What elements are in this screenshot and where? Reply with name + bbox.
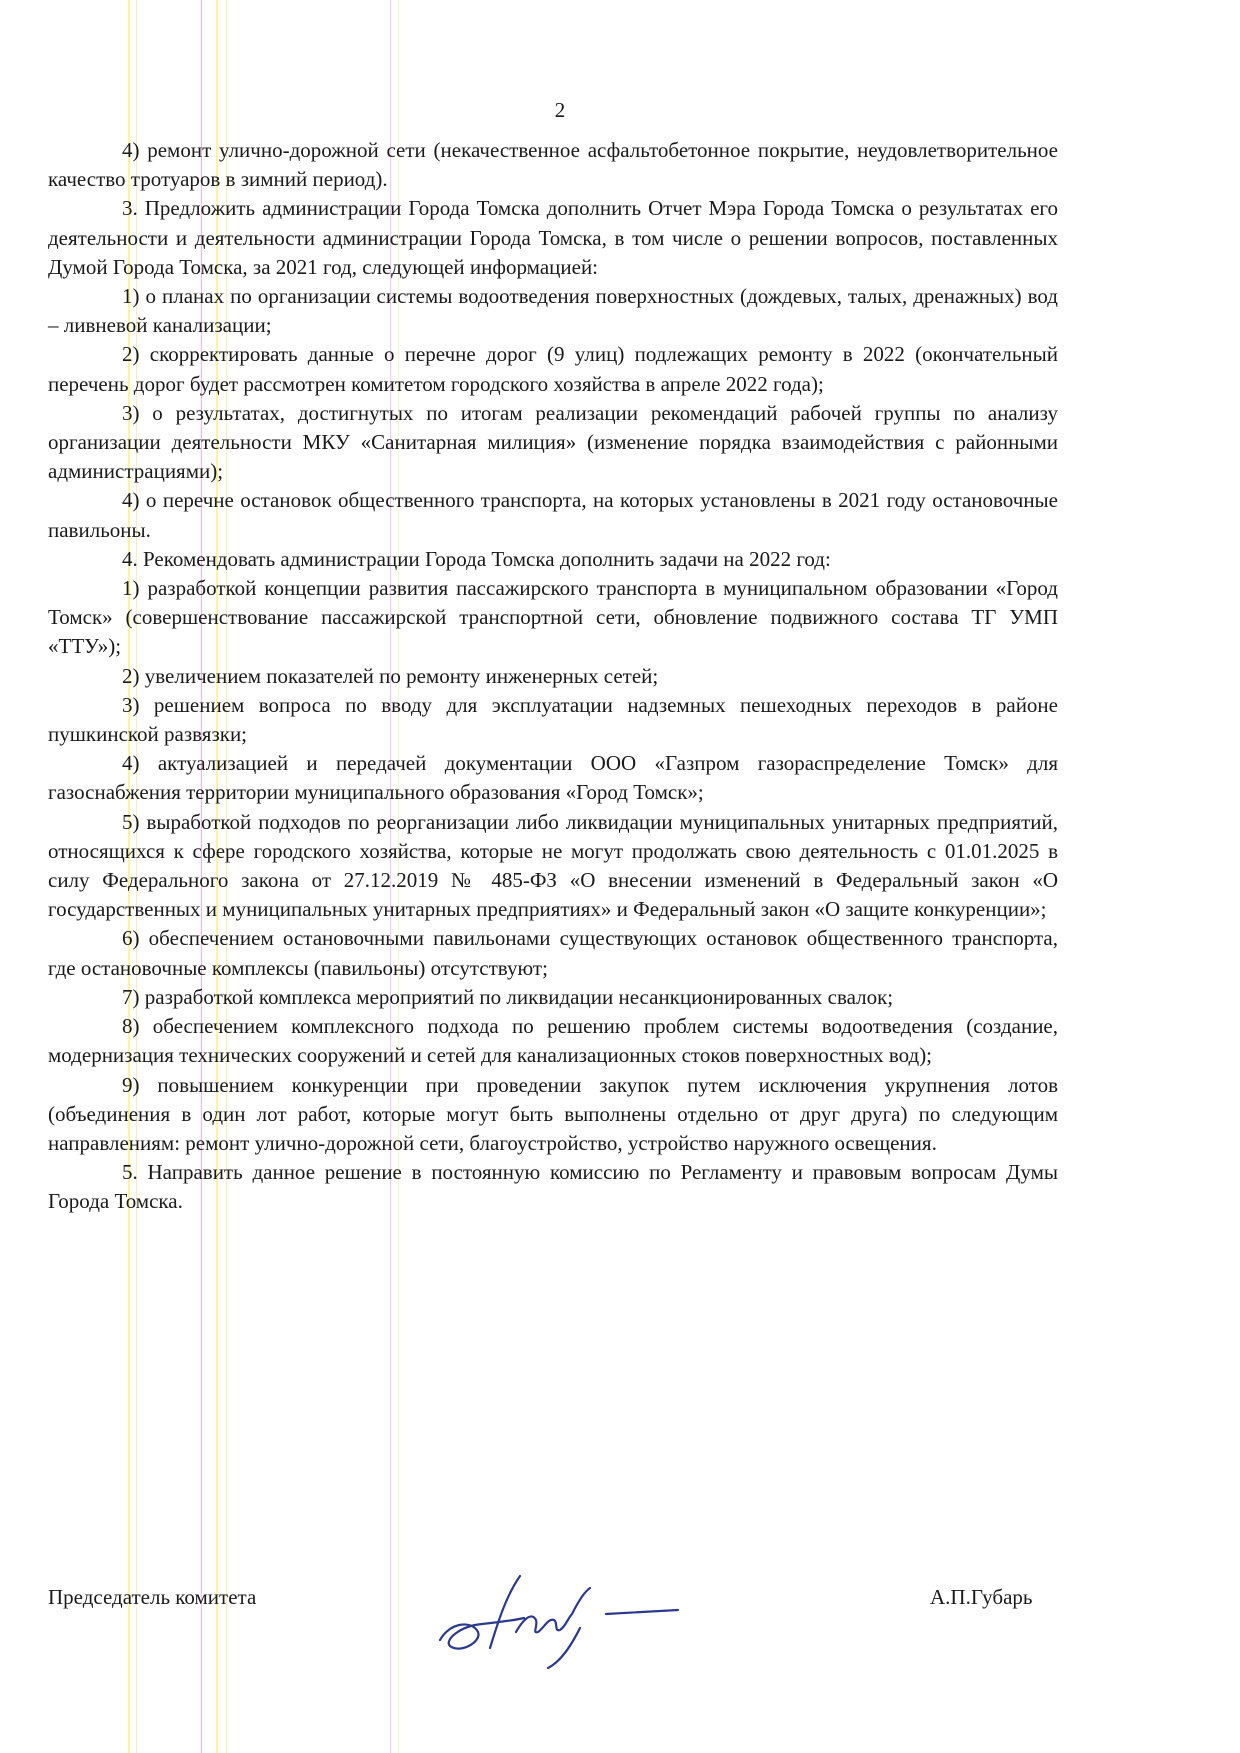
signatory-position: Председатель комитета xyxy=(48,1585,257,1609)
signatory-name: А.П.Губарь xyxy=(930,1585,1033,1609)
paragraph: 4) ремонт улично-дорожной сети (некачественное асфальтобетонное покрытие, неудовлетворительное качество тротуаров в зимний период). xyxy=(48,138,1058,192)
body-text xyxy=(48,136,1058,1217)
paragraph: 7) разработкой комплекса мероприятий по ликвидации несанкционированных свалок; xyxy=(122,984,894,1009)
paragraph: 1) разработкой концепции развития пассажирского транспорта в муниципальном образовании «Город Томск» (совершенствование пассажирской транспортной сети, обновление подвижного состава ТГ УМП «ТТУ»); xyxy=(48,576,1058,659)
handwritten-signature xyxy=(420,1562,690,1672)
paragraph: 3) решением вопроса по вводу для эксплуатации надземных пешеходных переходов в районе пушкинской развязки; xyxy=(48,692,1058,747)
paragraph: 1) о планах по организации системы водоотведения поверхностных (дождевых, талых, дренажных) вод – ливневой канализации; xyxy=(48,284,1058,338)
paragraph: 6) обеспечением остановочными павильонами существующих остановок общественного транспорта, где остановочные комплексы (павильоны) отсутствуют; xyxy=(48,926,1058,980)
paragraph: 2) скорректировать данные о перечне дорог (9 улиц) подлежащих ремонту в 2022 (окончательный перечень дорог будет рассмотрен комитетом городского хозяйства в апреле 2022 года); xyxy=(48,342,1058,396)
paragraph: 8) обеспечением комплексного подхода по решению проблем системы водоотведения (создание, модернизация технических сооружений и сетей для канализационных стоков поверхностных вод); xyxy=(48,1014,1058,1068)
paragraph: 4. Рекомендовать администрации Города Томска дополнить задачи на 2022 год: xyxy=(122,546,831,571)
page-number: 2 xyxy=(554,98,566,122)
paragraph: 9) повышением конкуренции при проведении закупок путем исключения укрупнения лотов (объединения в один лот работ, которые могут быть выполнены отдельно от друг друга) по следующим направлениям: ремонт улично-дорожной сети, благоустройство, устройство наружного освещения. xyxy=(48,1072,1058,1155)
paragraph: 3) о результатах, достигнутых по итогам реализации рекомендаций рабочей группы по анализу организации деятельности МКУ «Санитарная милиция» (изменение порядка взаимодействия с районными администрациями); xyxy=(48,400,1058,484)
paragraph: 2) увеличением показателей по ремонту инженерных сетей; xyxy=(122,663,659,688)
paragraph: 4) о перечне остановок общественного транспорта, на которых установлены в 2021 году остановочные павильоны. xyxy=(48,488,1058,542)
paragraph: 5. Направить данное решение в постоянную комиссию по Регламенту и правовым вопросам Думы Города Томска. xyxy=(48,1160,1058,1214)
paragraph: 3. Предложить администрации Города Томска дополнить Отчет Мэра Города Томска о результатах его деятельности и деятельности администрации Города Томска, в том числе о решении вопросов, поставленных Думой Города Томска, за 2021 год, следующей информацией: xyxy=(48,196,1058,279)
paragraph: 5) выработкой подходов по реорганизации либо ликвидации муниципальных унитарных предприятий, относящихся к сфере городского хозяйства, которые не могут продолжать свою деятельность с 01.01.2025 в силу Федерального закона от 27.12.2019 № 485-ФЗ «О внесении изменений в Федеральный закон «О государственных и муниципальных унитарных предприятиях» и Федеральный закон «О защите конкуренции»; xyxy=(48,809,1058,922)
paragraph: 4) актуализацией и передачей документации ООО «Газпром газораспределение Томск» для газоснабжения территории муниципального образования «Город Томск»; xyxy=(48,751,1058,805)
